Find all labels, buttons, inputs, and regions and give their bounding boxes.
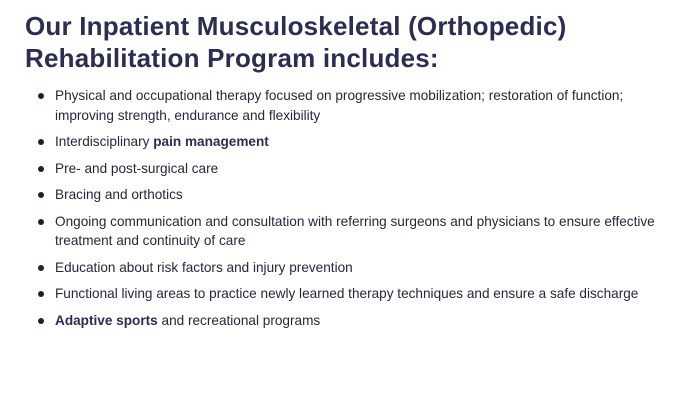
list-item: [30, 212, 680, 251]
program-list: [30, 86, 680, 337]
list-item: [30, 311, 680, 331]
bullet-icon: [38, 139, 44, 145]
bullet-icon: [38, 219, 44, 225]
bullet-icon: [38, 93, 44, 99]
title-line-1: Our Inpatient Musculoskeletal (Orthopedic): [25, 11, 567, 41]
list-item-emphasis: Adaptive sports: [55, 312, 158, 328]
bullet-icon: [38, 318, 44, 324]
title-line-2: Rehabilitation Program includes:: [25, 43, 439, 73]
list-item-text: Education about risk factors and injury prevention: [55, 259, 353, 275]
list-item: [30, 159, 680, 179]
list-item-text: and recreational programs: [157, 312, 321, 328]
list-item: [30, 185, 680, 205]
list-item: [30, 284, 680, 304]
list-item-emphasis: pain management: [153, 134, 269, 149]
list-item: [30, 258, 680, 278]
bullet-icon: [38, 192, 44, 198]
list-item-text: Pre- and post-surgical care: [55, 160, 219, 176]
list-item-text: Physical and occupational therapy focused on progressive mobilization; restoration of function; improving strength, endurance and flexibility: [55, 88, 624, 123]
list-item: [30, 132, 680, 152]
list-item-text: Bracing and orthotics: [55, 187, 183, 202]
list-item-text: Ongoing communication and consultation with referring surgeons and physicians to ensure effective treatment and continuity of care: [55, 213, 655, 248]
list-item: [30, 86, 680, 125]
bullet-icon: [38, 265, 44, 271]
bullet-icon: [38, 291, 44, 297]
page-title: [25, 10, 685, 74]
bullet-icon: [38, 166, 44, 172]
list-item-text: Interdisciplinary: [55, 134, 154, 149]
list-item-text: Functional living areas to practice newly learned therapy techniques and ensure a safe discharge: [55, 286, 639, 301]
